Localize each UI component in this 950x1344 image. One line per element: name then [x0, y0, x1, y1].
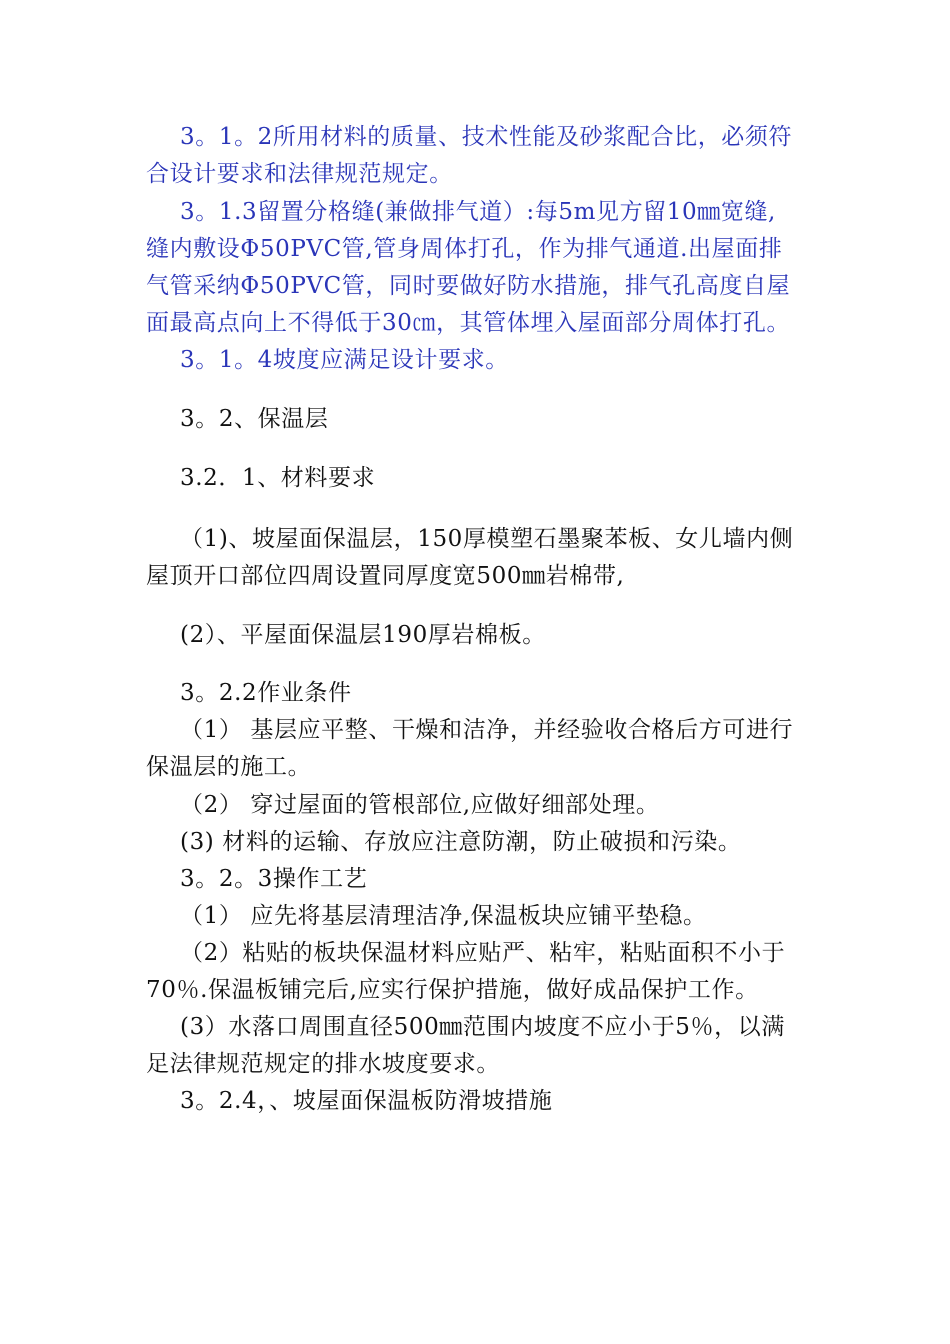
sub-3-2-3-item-3-line-1: (3）水落口周围直径500㎜范围内坡度不应小于5％，以满	[180, 1014, 785, 1040]
sub-3-2-2-item-1-line-1: （1） 基层应平整、干燥和洁净，并经验收合格后方可进行	[180, 717, 794, 743]
sub-3-2-1-item-1-line-1: （1)、坡屋面保温层，150厚模塑石墨聚苯板、女儿墙内侧	[180, 526, 794, 552]
sub-3-2-1-item-2: (2）、平屋面保温层190厚岩棉板。	[180, 622, 546, 648]
sub-3-2-1-heading: 3.2．1、材料要求	[180, 465, 376, 491]
item-3-1-3-line-3: 气管采纳Φ50PVC管，同时要做好防水措施，排气孔高度自屋	[146, 273, 791, 299]
sub-3-2-3-item-1: （1） 应先将基层清理洁净,保温板块应铺平垫稳。	[180, 903, 707, 929]
sub-3-2-3-item-2-line-2: 70％.保温板铺完后,应实行保护措施，做好成品保护工作。	[146, 977, 759, 1003]
sub-3-2-2-item-1-line-2: 保温层的施工。	[146, 754, 312, 780]
sub-3-2-2-heading: 3。2.2作业条件	[180, 680, 352, 706]
sub-3-2-3-item-2-line-1: （2）粘贴的板块保温材料应贴严、粘牢，粘贴面积不小于	[180, 940, 786, 966]
sub-3-2-2-item-2: （2） 穿过屋面的管根部位,应做好细部处理。	[180, 792, 660, 818]
item-3-1-3-line-4: 面最高点向上不得低于30㎝，其管体埋入屋面部分周体打孔。	[146, 310, 791, 336]
item-3-1-2-line-1: 3。1。2所用材料的质量、技术性能及砂浆配合比，必须符	[180, 124, 793, 150]
item-3-1-3-line-1: 3。1.3留置分格缝(兼做排气道）:每5m见方留10㎜宽缝,	[180, 199, 776, 225]
section-3-2-heading: 3。2、保温层	[180, 406, 329, 432]
sub-3-2-2-item-3: (3) 材料的运输、存放应注意防潮，防止破损和污染。	[180, 829, 742, 855]
sub-3-2-1-item-1-line-2: 屋顶开口部位四周设置同厚度宽500㎜岩棉带,	[146, 563, 625, 589]
sub-3-2-4-heading: 3。2.4，、坡屋面保温板防滑坡措施	[180, 1088, 553, 1114]
sub-3-2-3-heading: 3。2。3操作工艺	[180, 866, 368, 892]
sub-3-2-3-item-3-line-2: 足法律规范规定的排水坡度要求。	[146, 1051, 500, 1077]
item-3-1-4: 3。1。4坡度应满足设计要求。	[180, 347, 509, 373]
item-3-1-2-line-2: 合设计要求和法律规范规定。	[146, 161, 453, 187]
item-3-1-3-line-2: 缝内敷设Φ50PVC管,管身周体打孔，作为排气通道.出屋面排	[146, 236, 783, 262]
